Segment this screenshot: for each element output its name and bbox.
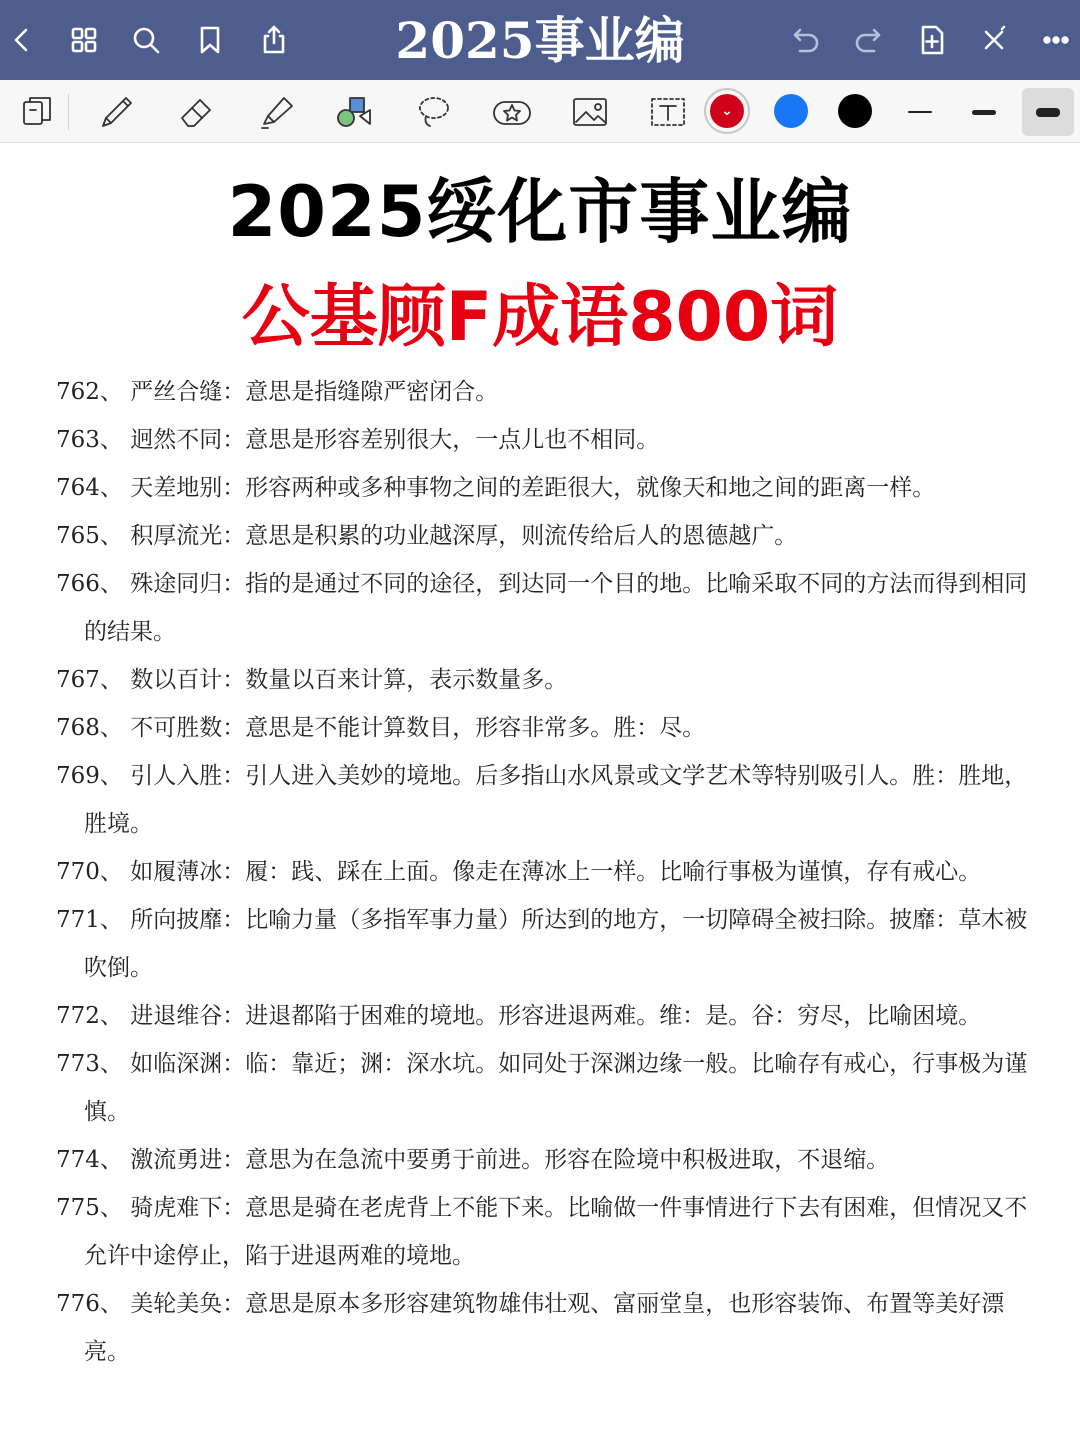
annotation-toolbar xyxy=(0,80,1080,143)
entry-number: 762、 xyxy=(56,379,131,405)
entry-text: 迥然不同：意思是形容差别很大，一点儿也不相同。 xyxy=(130,427,660,453)
list-item xyxy=(56,656,1036,704)
entry-text: 引人入胜：引人进入美妙的境地。后多指山水风景或文学艺术等特别吸引人。胜：胜地，胜境。 xyxy=(84,763,1028,837)
entry-text: 美轮美奂：意思是原本多形容建筑物雄伟壮观、富丽堂皇，也形容装饰、布置等美好漂亮。 xyxy=(84,1291,1005,1365)
entry-text: 积厚流光：意思是积累的功业越深厚，则流传给后人的恩德越广。 xyxy=(130,523,798,549)
list-item xyxy=(56,560,1036,656)
stroke-medium-button[interactable] xyxy=(958,88,1010,136)
list-item xyxy=(56,752,1036,848)
entry-number: 771、 xyxy=(56,907,131,933)
entry-text: 进退维谷：进退都陷于困难的境地。形容进退两难。维：是。谷：穷尽，比喻困境。 xyxy=(130,1003,982,1029)
close-icon[interactable] xyxy=(974,20,1014,60)
entry-number: 773、 xyxy=(56,1051,131,1077)
entry-number: 769、 xyxy=(56,763,131,789)
entry-number: 774、 xyxy=(56,1147,131,1173)
more-icon[interactable] xyxy=(1036,20,1076,60)
list-item xyxy=(56,992,1036,1040)
back-chevron-icon[interactable] xyxy=(2,20,42,60)
entry-number: 766、 xyxy=(56,571,131,597)
text-box-icon[interactable] xyxy=(644,88,692,136)
list-item xyxy=(56,1136,1036,1184)
page-layout-icon[interactable] xyxy=(14,88,62,136)
stroke-thin-button[interactable] xyxy=(894,88,946,136)
sticker-icon[interactable] xyxy=(488,88,536,136)
entry-text: 数以百计：数量以百来计算，表示数量多。 xyxy=(130,667,568,693)
entry-number: 765、 xyxy=(56,523,131,549)
undo-icon[interactable] xyxy=(786,20,826,60)
highlighter-icon[interactable] xyxy=(252,88,300,136)
image-icon[interactable] xyxy=(566,88,614,136)
list-item xyxy=(56,464,1036,512)
idiom-list xyxy=(56,368,1036,1376)
entry-text: 严丝合缝：意思是指缝隙严密闭合。 xyxy=(130,379,499,405)
entry-text: 激流勇进：意思为在急流中要勇于前进。形容在险境中积极进取，不退缩。 xyxy=(130,1147,890,1173)
list-item xyxy=(56,1040,1036,1136)
list-item xyxy=(56,416,1036,464)
entry-text: 骑虎难下：意思是骑在老虎背上不能下来。比喻做一件事情进行下去有困难，但情况又不允许中途停止，陷于进退两难的境地。 xyxy=(84,1195,1028,1269)
stroke-medium-line xyxy=(972,110,996,115)
entry-text: 殊途同归：指的是通过不同的途径，到达同一个目的地。比喻采取不同的方法而得到相同的结果。 xyxy=(84,571,1028,645)
page-title: 2025绥化市事业编 xyxy=(227,171,853,253)
entry-text: 如履薄冰：履：践、踩在上面。像走在薄冰上一样。比喻行事极为谨慎，存有戒心。 xyxy=(130,859,982,885)
entry-number: 776、 xyxy=(56,1291,131,1317)
list-item xyxy=(56,896,1036,992)
stroke-thick-line xyxy=(1036,108,1060,117)
list-item xyxy=(56,1184,1036,1280)
entry-number: 770、 xyxy=(56,859,131,885)
entry-number: 772、 xyxy=(56,1003,131,1029)
entry-number: 764、 xyxy=(56,475,131,501)
bookmark-icon[interactable] xyxy=(190,20,230,60)
stroke-thick-button[interactable] xyxy=(1022,88,1074,136)
top-navigation-bar xyxy=(0,0,1080,80)
pen-icon[interactable] xyxy=(92,88,140,136)
redo-icon[interactable] xyxy=(848,20,888,60)
entry-text: 如临深渊：临：靠近；渊：深水坑。如同处于深渊边缘一般。比喻存有戒心，行事极为谨慎。 xyxy=(84,1051,1028,1125)
entry-number: 767、 xyxy=(56,667,131,693)
lasso-icon[interactable] xyxy=(410,88,458,136)
color-swatch-black[interactable] xyxy=(838,94,872,128)
shapes-icon[interactable] xyxy=(330,88,378,136)
entry-text: 不可胜数：意思是不能计算数目，形容非常多。胜：尽。 xyxy=(130,715,706,741)
entry-number: 763、 xyxy=(56,427,131,453)
search-icon[interactable] xyxy=(126,20,166,60)
share-icon[interactable] xyxy=(254,20,294,60)
list-item xyxy=(56,848,1036,896)
entry-text: 天差地别：形容两种或多种事物之间的差距很大，就像天和地之间的距离一样。 xyxy=(130,475,936,501)
eraser-icon[interactable] xyxy=(172,88,220,136)
page-subtitle: 公基顾F成语800词 xyxy=(241,278,839,357)
color-swatch-blue[interactable] xyxy=(774,94,808,128)
list-item xyxy=(56,1280,1036,1376)
entry-text: 所向披靡：比喻力量（多指军事力量）所达到的地方，一切障碍全被扫除。披靡：草木被吹倒。 xyxy=(84,907,1028,981)
add-page-icon[interactable] xyxy=(912,20,952,60)
stroke-thin-line xyxy=(908,111,932,113)
document-title: 2025事业编 xyxy=(395,11,685,70)
list-item xyxy=(56,368,1036,416)
entry-number: 775、 xyxy=(56,1195,131,1221)
toolbar-divider xyxy=(68,94,69,130)
chevron-down-icon: ⌄ xyxy=(721,103,733,119)
color-swatch-red[interactable] xyxy=(710,94,744,128)
list-item xyxy=(56,704,1036,752)
grid-icon[interactable] xyxy=(64,20,104,60)
entry-number: 768、 xyxy=(56,715,131,741)
list-item xyxy=(56,512,1036,560)
